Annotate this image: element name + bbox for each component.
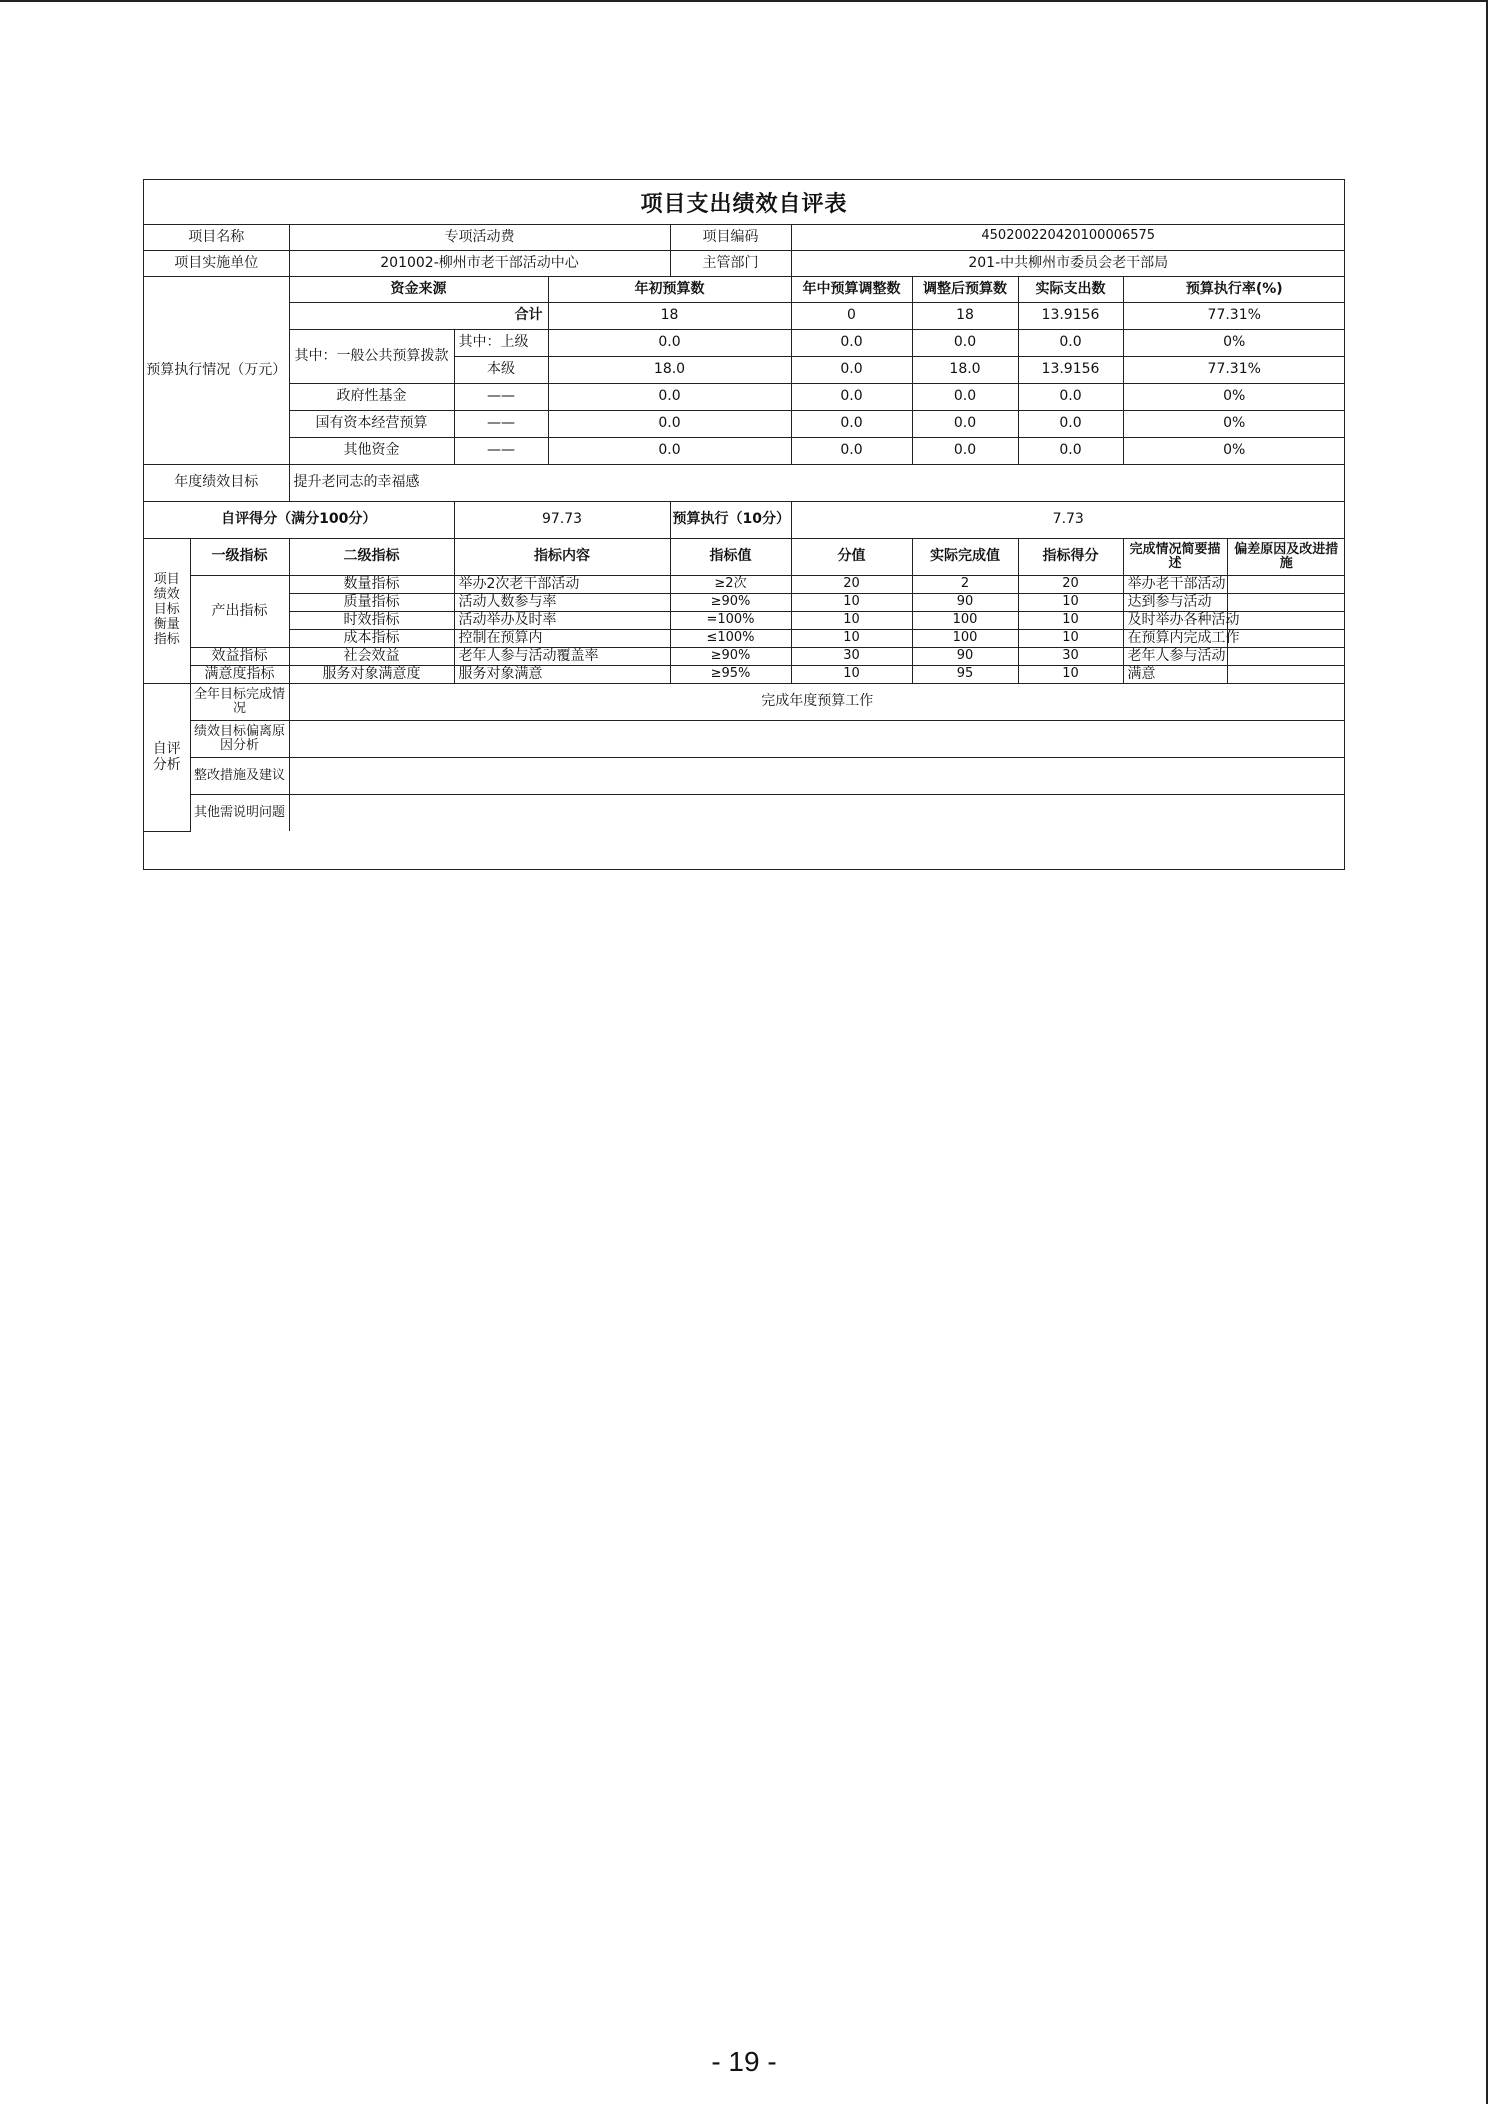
indicator-reason-header: 偏差原因及改进措施 <box>1227 538 1345 575</box>
indicator-score: 10 <box>1018 611 1123 629</box>
budget-gov-fund-adjusted: 0.0 <box>912 383 1018 410</box>
budget-initial-header: 年初预算数 <box>548 276 791 302</box>
indicator-target: ≥95% <box>670 665 791 683</box>
indicator-group-output: 产出指标 <box>190 575 289 647</box>
self-eval-other-row <box>144 794 1345 831</box>
indicator-actual: 90 <box>912 593 1018 611</box>
project-code-label: 项目编码 <box>670 224 791 250</box>
budget-upper-actual: 0.0 <box>1018 329 1123 356</box>
indicator-weight: 10 <box>791 629 912 647</box>
indicator-level2: 时效指标 <box>289 611 454 629</box>
indicator-weight: 20 <box>791 575 912 593</box>
page-number: - 19 - <box>711 2046 777 2077</box>
budget-mid-adjust-header: 年中预算调整数 <box>791 276 912 302</box>
budget-rate-header: 预算执行率(%) <box>1123 276 1345 302</box>
indicator-desc: 在预算内完成工作 <box>1123 629 1227 647</box>
self-eval-measures-value <box>289 757 1345 794</box>
budget-other-adjusted: 0.0 <box>912 437 1018 464</box>
self-eval-other-value <box>289 794 1345 831</box>
budget-other-label: 其他资金 <box>289 437 454 464</box>
indicator-desc: 满意 <box>1123 665 1227 683</box>
indicator-level1-header: 一级指标 <box>190 538 289 575</box>
budget-upper-rate: 0% <box>1123 329 1345 356</box>
budget-upper-initial: 0.0 <box>548 329 791 356</box>
indicator-header-row <box>144 538 1345 575</box>
self-eval-completion-label: 全年目标完成情况 <box>190 683 289 720</box>
indicator-score: 20 <box>1018 575 1123 593</box>
budget-other-rate: 0% <box>1123 437 1345 464</box>
indicator-weight: 10 <box>791 665 912 683</box>
dept-value: 201-中共柳州市委员会老干部局 <box>791 250 1345 276</box>
indicator-desc: 及时举办各种活动 <box>1123 611 1227 629</box>
budget-total-initial: 18 <box>548 302 791 329</box>
budget-other-row <box>144 437 1345 464</box>
project-name-label: 项目名称 <box>144 224 289 250</box>
indicator-content: 举办2次老干部活动 <box>454 575 670 593</box>
budget-state-capital-mid-adjust: 0.0 <box>791 410 912 437</box>
budget-gov-fund-initial: 0.0 <box>548 383 791 410</box>
budget-exec-score-value: 7.73 <box>791 501 1345 538</box>
indicator-actual: 90 <box>912 647 1018 665</box>
indicator-reason <box>1227 611 1345 629</box>
budget-gov-fund-row <box>144 383 1345 410</box>
indicator-content: 控制在预算内 <box>454 629 670 647</box>
budget-upper-row <box>144 329 1345 356</box>
indicator-actual: 2 <box>912 575 1018 593</box>
performance-evaluation-sheet <box>143 179 1345 870</box>
sheet-title: 项目支出绩效自评表 <box>144 180 1344 225</box>
annual-goal-row <box>144 464 1345 501</box>
self-score-value: 97.73 <box>454 501 670 538</box>
project-unit-value: 201002-柳州市老干部活动中心 <box>289 250 670 276</box>
indicator-weight: 10 <box>791 593 912 611</box>
budget-upper-mid-adjust: 0.0 <box>791 329 912 356</box>
indicator-reason <box>1227 647 1345 665</box>
indicator-section-label: 项目绩效目标衡量指标 <box>144 538 190 683</box>
indicator-reason <box>1227 593 1345 611</box>
budget-upper-label: 其中：上级 <box>454 329 548 356</box>
annual-goal-label: 年度绩效目标 <box>144 464 289 501</box>
indicator-desc: 达到参与活动 <box>1123 593 1227 611</box>
indicator-score: 10 <box>1018 629 1123 647</box>
indicator-target: ≥2次 <box>670 575 791 593</box>
indicator-desc: 老年人参与活动 <box>1123 647 1227 665</box>
indicator-group-benefit: 效益指标 <box>190 647 289 665</box>
indicator-weight: 10 <box>791 611 912 629</box>
budget-gov-fund-actual: 0.0 <box>1018 383 1123 410</box>
budget-total-label: 合计 <box>289 302 548 329</box>
indicator-level2: 成本指标 <box>289 629 454 647</box>
budget-state-capital-row <box>144 410 1345 437</box>
self-eval-deviation-value <box>289 720 1345 757</box>
indicator-desc-header: 完成情况简要描述 <box>1123 538 1227 575</box>
indicator-row <box>144 647 1345 665</box>
indicator-target: ≥90% <box>670 593 791 611</box>
budget-adjusted-header: 调整后预算数 <box>912 276 1018 302</box>
indicator-level2: 数量指标 <box>289 575 454 593</box>
budget-section-label: 预算执行情况（万元） <box>144 276 289 464</box>
self-eval-deviation-row <box>144 720 1345 757</box>
indicator-row <box>144 611 1345 629</box>
indicator-level2-header: 二级指标 <box>289 538 454 575</box>
budget-source-header: 资金来源 <box>289 276 548 302</box>
budget-gov-fund-dash: —— <box>454 383 548 410</box>
budget-state-capital-rate: 0% <box>1123 410 1345 437</box>
budget-gov-fund-label: 政府性基金 <box>289 383 454 410</box>
indicator-level2: 社会效益 <box>289 647 454 665</box>
budget-local-mid-adjust: 0.0 <box>791 356 912 383</box>
self-score-label: 自评得分（满分100分） <box>144 501 454 538</box>
budget-total-adjusted: 18 <box>912 302 1018 329</box>
project-name-row <box>144 224 1345 250</box>
project-unit-label: 项目实施单位 <box>144 250 289 276</box>
indicator-row <box>144 665 1345 683</box>
indicator-row <box>144 629 1345 647</box>
indicator-weight-header: 分值 <box>791 538 912 575</box>
budget-state-capital-dash: —— <box>454 410 548 437</box>
budget-state-capital-actual: 0.0 <box>1018 410 1123 437</box>
dept-label: 主管部门 <box>670 250 791 276</box>
indicator-reason <box>1227 665 1345 683</box>
indicator-content: 活动举办及时率 <box>454 611 670 629</box>
indicator-score: 10 <box>1018 593 1123 611</box>
indicator-target: ≤100% <box>670 629 791 647</box>
indicator-target: ≥90% <box>670 647 791 665</box>
indicator-actual: 95 <box>912 665 1018 683</box>
budget-other-actual: 0.0 <box>1018 437 1123 464</box>
budget-actual-header: 实际支出数 <box>1018 276 1123 302</box>
indicator-score-header: 指标得分 <box>1018 538 1123 575</box>
indicator-row <box>144 575 1345 593</box>
budget-local-actual: 13.9156 <box>1018 356 1123 383</box>
project-code-value: 450200220420100006575 <box>791 224 1345 250</box>
self-eval-deviation-label: 绩效目标偏离原因分析 <box>190 720 289 757</box>
self-eval-completion-value: 完成年度预算工作 <box>289 683 1345 720</box>
indicator-level2: 服务对象满意度 <box>289 665 454 683</box>
budget-total-rate: 77.31% <box>1123 302 1345 329</box>
annual-goal-value: 提升老同志的幸福感 <box>289 464 1345 501</box>
indicator-actual: 100 <box>912 611 1018 629</box>
indicator-target: =100% <box>670 611 791 629</box>
budget-local-label: 本级 <box>454 356 548 383</box>
budget-local-rate: 77.31% <box>1123 356 1345 383</box>
indicator-score: 30 <box>1018 647 1123 665</box>
budget-other-initial: 0.0 <box>548 437 791 464</box>
budget-header-row <box>144 276 1345 302</box>
evaluation-table <box>144 224 1345 832</box>
indicator-group-satisfaction: 满意度指标 <box>190 665 289 683</box>
budget-total-row <box>144 302 1345 329</box>
self-eval-measures-row <box>144 757 1345 794</box>
budget-exec-score-label: 预算执行（10分） <box>670 501 791 538</box>
indicator-content: 老年人参与活动覆盖率 <box>454 647 670 665</box>
self-eval-other-label: 其他需说明问题 <box>190 794 289 831</box>
indicator-reason <box>1227 575 1345 593</box>
budget-local-initial: 18.0 <box>548 356 791 383</box>
indicator-content-header: 指标内容 <box>454 538 670 575</box>
budget-general-label: 其中：一般公共预算拨款 <box>289 329 454 383</box>
indicator-row <box>144 593 1345 611</box>
indicator-content: 服务对象满意 <box>454 665 670 683</box>
indicator-content: 活动人数参与率 <box>454 593 670 611</box>
indicator-desc: 举办老干部活动 <box>1123 575 1227 593</box>
project-unit-row <box>144 250 1345 276</box>
budget-gov-fund-mid-adjust: 0.0 <box>791 383 912 410</box>
self-eval-measures-label: 整改措施及建议 <box>190 757 289 794</box>
budget-local-adjusted: 18.0 <box>912 356 1018 383</box>
indicator-reason <box>1227 629 1345 647</box>
budget-state-capital-initial: 0.0 <box>548 410 791 437</box>
self-eval-completion-row <box>144 683 1345 720</box>
budget-other-mid-adjust: 0.0 <box>791 437 912 464</box>
self-eval-section-label: 自评分析 <box>144 683 190 831</box>
page-top-border <box>0 0 1488 2</box>
indicator-weight: 30 <box>791 647 912 665</box>
budget-state-capital-label: 国有资本经营预算 <box>289 410 454 437</box>
score-row <box>144 501 1345 538</box>
budget-total-mid-adjust: 0 <box>791 302 912 329</box>
indicator-actual: 100 <box>912 629 1018 647</box>
budget-other-dash: —— <box>454 437 548 464</box>
budget-gov-fund-rate: 0% <box>1123 383 1345 410</box>
indicator-score: 10 <box>1018 665 1123 683</box>
project-name-value: 专项活动费 <box>289 224 670 250</box>
budget-total-actual: 13.9156 <box>1018 302 1123 329</box>
indicator-target-header: 指标值 <box>670 538 791 575</box>
indicator-actual-header: 实际完成值 <box>912 538 1018 575</box>
budget-upper-adjusted: 0.0 <box>912 329 1018 356</box>
indicator-level2: 质量指标 <box>289 593 454 611</box>
budget-state-capital-adjusted: 0.0 <box>912 410 1018 437</box>
